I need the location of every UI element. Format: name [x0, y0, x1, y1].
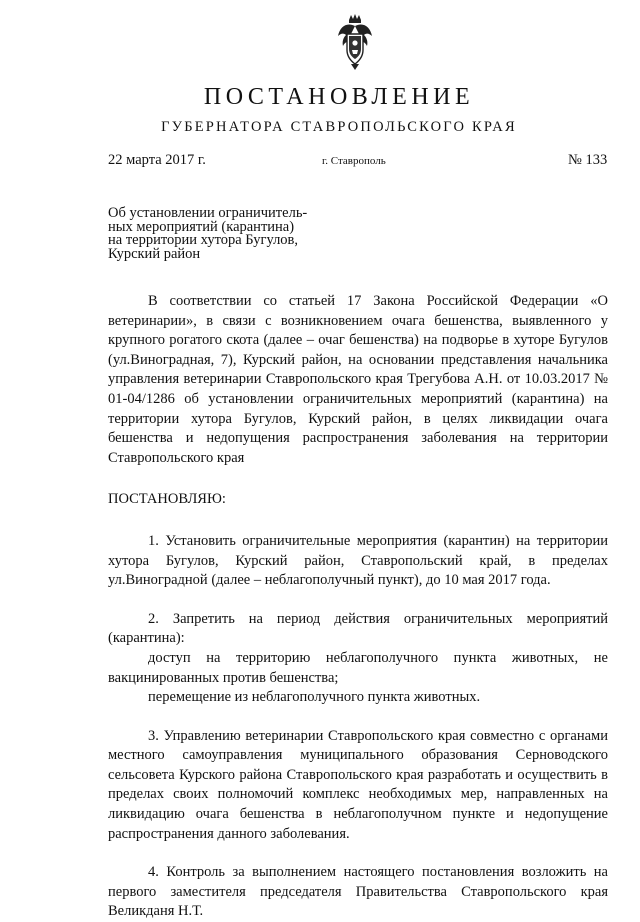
clause-1: 1. Установить ограничительные мероприятия (карантин) на территории хутора Бугулов, Курский район, Ставропольский край, в пределах ул.Виноградной (далее – неблагополучный пункт), до 10 мая 2017 года.	[108, 532, 608, 589]
document-body	[108, 292, 608, 922]
document-city: г. Ставрополь	[322, 155, 386, 167]
document-subject: Об установлении ограничитель- ных мероприятий (карантина) на территории хутора Бугулов, Курский район	[108, 205, 308, 262]
document-issuer: ГУБЕРНАТОРА СТАВРОПОЛЬСКОГО КРАЯ	[161, 119, 517, 135]
document-date: 22 марта 2017 г.	[108, 152, 206, 168]
clause-2-item-a: доступ на территорию неблагополучного пункта животных, не вакцинированных против бешенства;	[108, 649, 608, 686]
clause-2-intro: 2. Запретить на период действия ограничительных мероприятий (карантина):	[108, 610, 608, 647]
preamble-paragraph: В соответствии со статьей 17 Закона Российской Федерации «О ветеринарии», в связи с возникновением очага бешенства, выявленного у крупного рогатого скота (далее – очаг бешенства) на подворье в хуторе Бугулов (ул.Виноградная, 7), Курский район, на основании представления начальника управления ветеринарии Ставропольского края Трегубова А.Н. от 10.03.2017 № 01-04/1286 об установлении ограничительных мероприятий (карантина) на территории хутора Бугулов, Курский район, в целях ликвидации очага бешенства и недопущения распространения заболевания на территории Ставропольского края	[108, 293, 608, 466]
clause-4: 4. Контроль за выполнением настоящего постановления возложить на первого заместителя председателя Правительства Ставропольского края Великданя Н.Т.	[108, 864, 608, 920]
resolve-heading: ПОСТАНОВЛЯЮ:	[108, 491, 226, 508]
document-title: ПОСТАНОВЛЕНИЕ	[203, 84, 475, 110]
clause-2-item-b: перемещение из неблагополучного пункта животных.	[148, 689, 481, 706]
clause-3: 3. Управлению ветеринарии Ставропольского края совместно с органами местного самоуправления муниципального образования Серноводского сельсовета Курского района Ставропольского края разработать и осуществить в пределах своих полномочий комплекс необходимых мер, направленных на ликвидацию очага бешенства в неблагополучном пункте и недопущение распространения данного заболевания.	[108, 727, 608, 842]
coat-of-arms-icon	[335, 12, 375, 72]
document-number: № 133	[568, 152, 608, 168]
